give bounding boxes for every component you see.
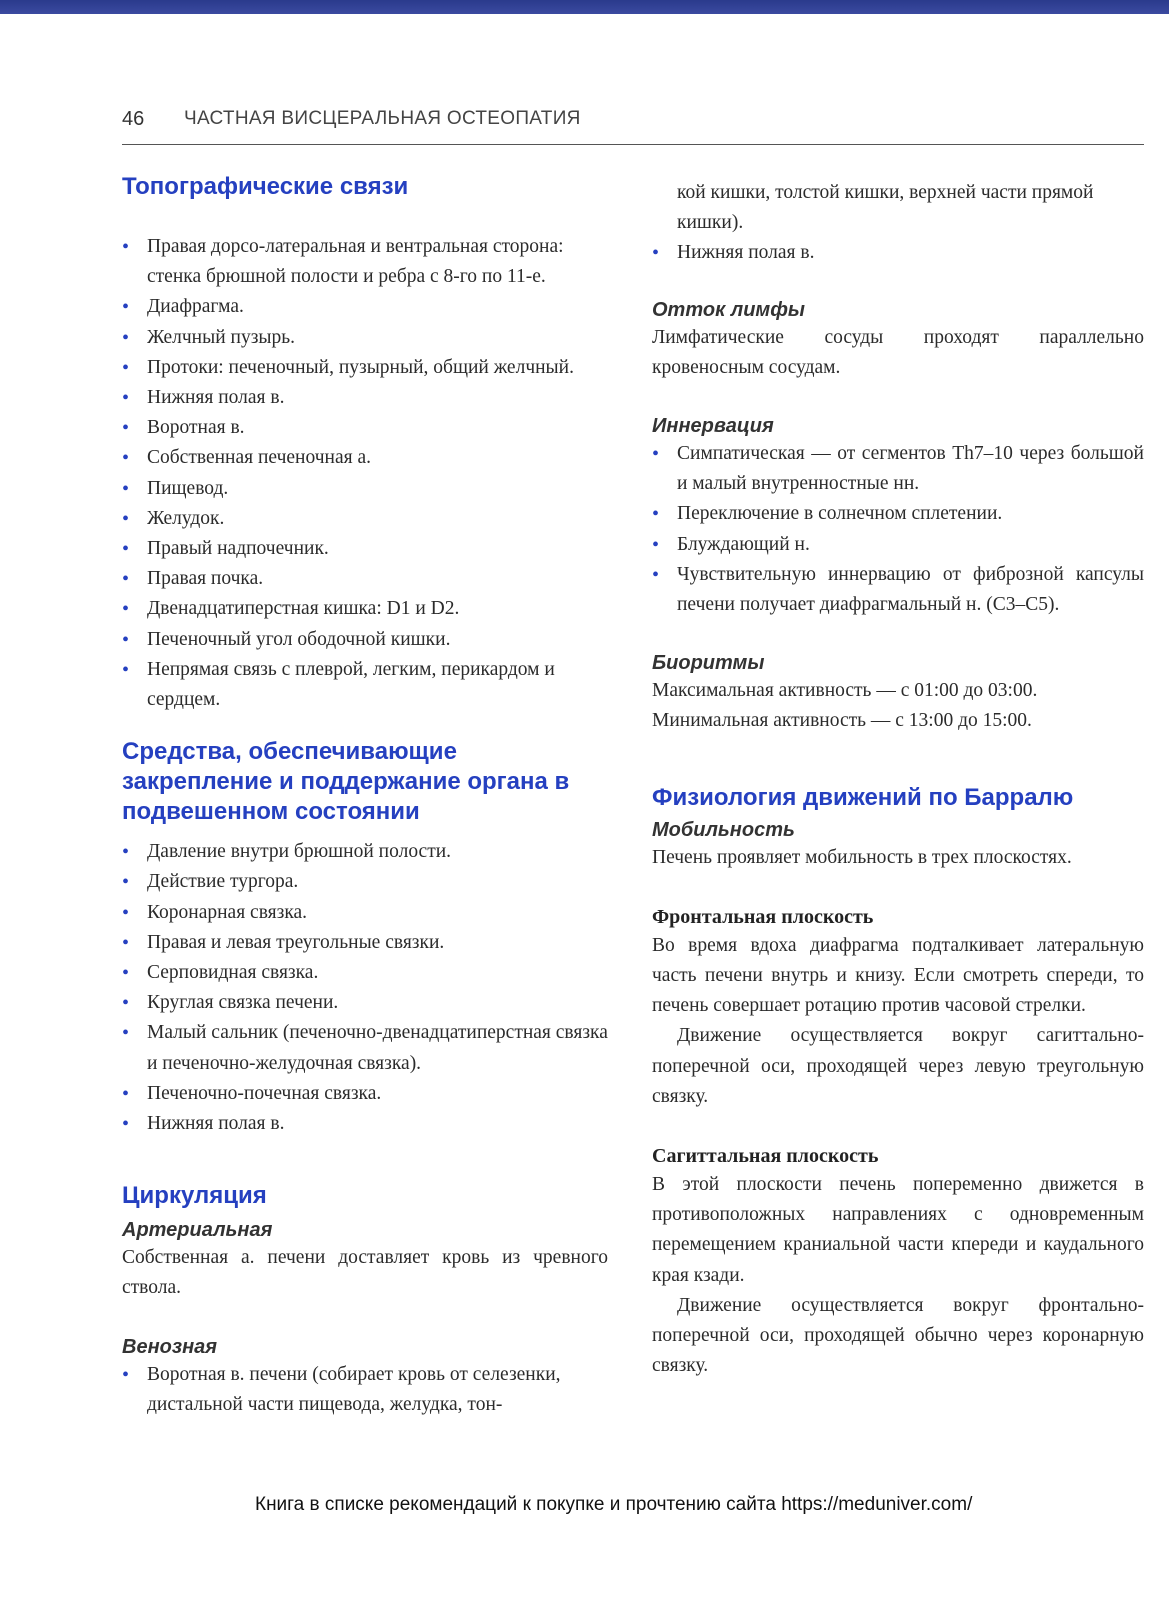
sagittal-paragraph-1: В этой плоскости печень попеременно движется в противоположных направлениях с одновременным перемещением краниальной части кпереди и каудального края кзади.	[652, 1174, 1144, 1286]
list-item: • Правый надпочечник.	[122, 534, 608, 564]
list-item: • Собственная печеночная а.	[122, 443, 608, 473]
page-header	[122, 104, 1144, 145]
list-item: • Блуждающий н.	[652, 530, 1144, 560]
frontal-paragraph-1: Во время вдоха диафрагма подталкивает латеральную часть печени внутрь и книзу. Если смотреть спереди, то печень совершает ротацию против часовой стрелки.	[652, 934, 1144, 1017]
venous-list-continued	[652, 178, 1144, 269]
list-item: • Малый сальник (печеночно-двенадцатиперстная связка и печеночно-желудочная связка).	[122, 1018, 608, 1078]
right-column	[652, 178, 1144, 1381]
sagittal-paragraph-2: Движение осуществляется вокруг фронтально-поперечной оси, проходящей обычно через коронарную связку.	[652, 1294, 1144, 1377]
list-item: • Чувствительную иннервацию от фиброзной капсулы печени получает диафрагмальный н. (C3–C5).	[652, 560, 1144, 620]
list-item: • Серповидная связка.	[122, 958, 608, 988]
subsection-title-innervation: Иннервация	[652, 415, 774, 438]
arterial-text: Собственная а. печени доставляет кровь из чревного ствола.	[122, 1247, 608, 1299]
list-item: • Нижняя полая в.	[122, 1109, 608, 1139]
list-item: • Непрямая связь с плеврой, легким, перикардом и сердцем.	[122, 655, 608, 715]
list-item: • Печеночный угол ободочной кишки.	[122, 625, 608, 655]
list-item: • Переключение в солнечном сплетении.	[652, 499, 1144, 529]
section-title-physiology: Физиология движений по Барралю	[652, 783, 1074, 811]
list-item: • Давление внутри брюшной полости.	[122, 837, 608, 867]
topography-list	[122, 232, 608, 715]
list-item: • Действие тургора.	[122, 867, 608, 897]
list-item: • Желчный пузырь.	[122, 323, 608, 353]
section-title-circulation: Циркуляция	[122, 1182, 267, 1210]
subsection-title-sagittal-plane: Сагиттальная плоскость	[652, 1145, 879, 1168]
footer-note: Книга в списке рекомендаций к покупке и прочтению сайта https://meduniver.com/	[255, 1494, 973, 1515]
page-number: 46	[122, 108, 145, 130]
list-item: • Коронарная связка.	[122, 898, 608, 928]
subsection-title-frontal-plane: Фронтальная плоскость	[652, 905, 874, 928]
list-item: • Нижняя полая в.	[652, 238, 1144, 268]
subsection-title-biorhythms: Биоритмы	[652, 652, 765, 675]
left-column	[122, 172, 608, 1420]
biorhythm-max: Максимальная активность — с 01:00 до 03:00.	[652, 680, 1038, 702]
list-item: • Воротная в. печени (собирает кровь от селезенки, дистальной части пищевода, желудка, тон-	[122, 1360, 608, 1420]
section-title-topography: Топографические связи	[122, 173, 409, 200]
list-item: • Двенадцатиперстная кишка: D1 и D2.	[122, 594, 608, 624]
list-item: • Печеночно-почечная связка.	[122, 1079, 608, 1109]
list-item: • Пищевод.	[122, 474, 608, 504]
list-item: • Нижняя полая в.	[122, 383, 608, 413]
list-item: • Желудок.	[122, 504, 608, 534]
innervation-list	[652, 439, 1144, 620]
fixation-means-list	[122, 837, 608, 1139]
list-item: • Симпатическая — от сегментов Th7–10 через большой и малый внутренностные нн.	[652, 439, 1144, 499]
list-item: • Воротная в.	[122, 413, 608, 443]
biorhythm-min: Минимальная активность — с 13:00 до 15:00.	[652, 710, 1032, 732]
list-item: • Правая и левая треугольные связки.	[122, 928, 608, 958]
list-item: • Круглая связка печени.	[122, 988, 608, 1018]
mobility-text: Печень проявляет мобильность в трех плоскостях.	[652, 846, 1072, 868]
top-color-band	[0, 0, 1169, 14]
subsection-title-venous: Венозная	[122, 1335, 218, 1358]
subsection-title-arterial: Артериальная	[122, 1219, 273, 1242]
venous-list	[122, 1360, 608, 1420]
frontal-paragraph-2: Движение осуществляется вокруг сагиттально-поперечной оси, проходящей через левую треугольную связку.	[652, 1025, 1144, 1107]
list-item-continuation: кой кишки, толстой кишки, верхней части прямой кишки).	[677, 182, 1094, 234]
lymph-text: Лимфатические сосуды проходят параллельно кровеносным сосудам.	[652, 326, 1144, 378]
subsection-title-mobility: Мобильность	[652, 818, 795, 841]
list-item: • Правая дорсо-латеральная и вентральная сторона: стенка брюшной полости и ребра с 8-го по 11-е.	[122, 232, 608, 292]
subsection-title-lymph: Отток лимфы	[652, 298, 805, 321]
section-title-fixation-means: Средства, обеспечивающие закрепление и поддержание органа в подвешенном состоянии	[122, 738, 570, 826]
list-item: • Протоки: печеночный, пузырный, общий желчный.	[122, 353, 608, 383]
list-item: • Диафрагма.	[122, 292, 608, 322]
list-item: • Правая почка.	[122, 564, 608, 594]
running-title: ЧАСТНАЯ ВИСЦЕРАЛЬНАЯ ОСТЕОПАТИЯ	[184, 108, 581, 129]
